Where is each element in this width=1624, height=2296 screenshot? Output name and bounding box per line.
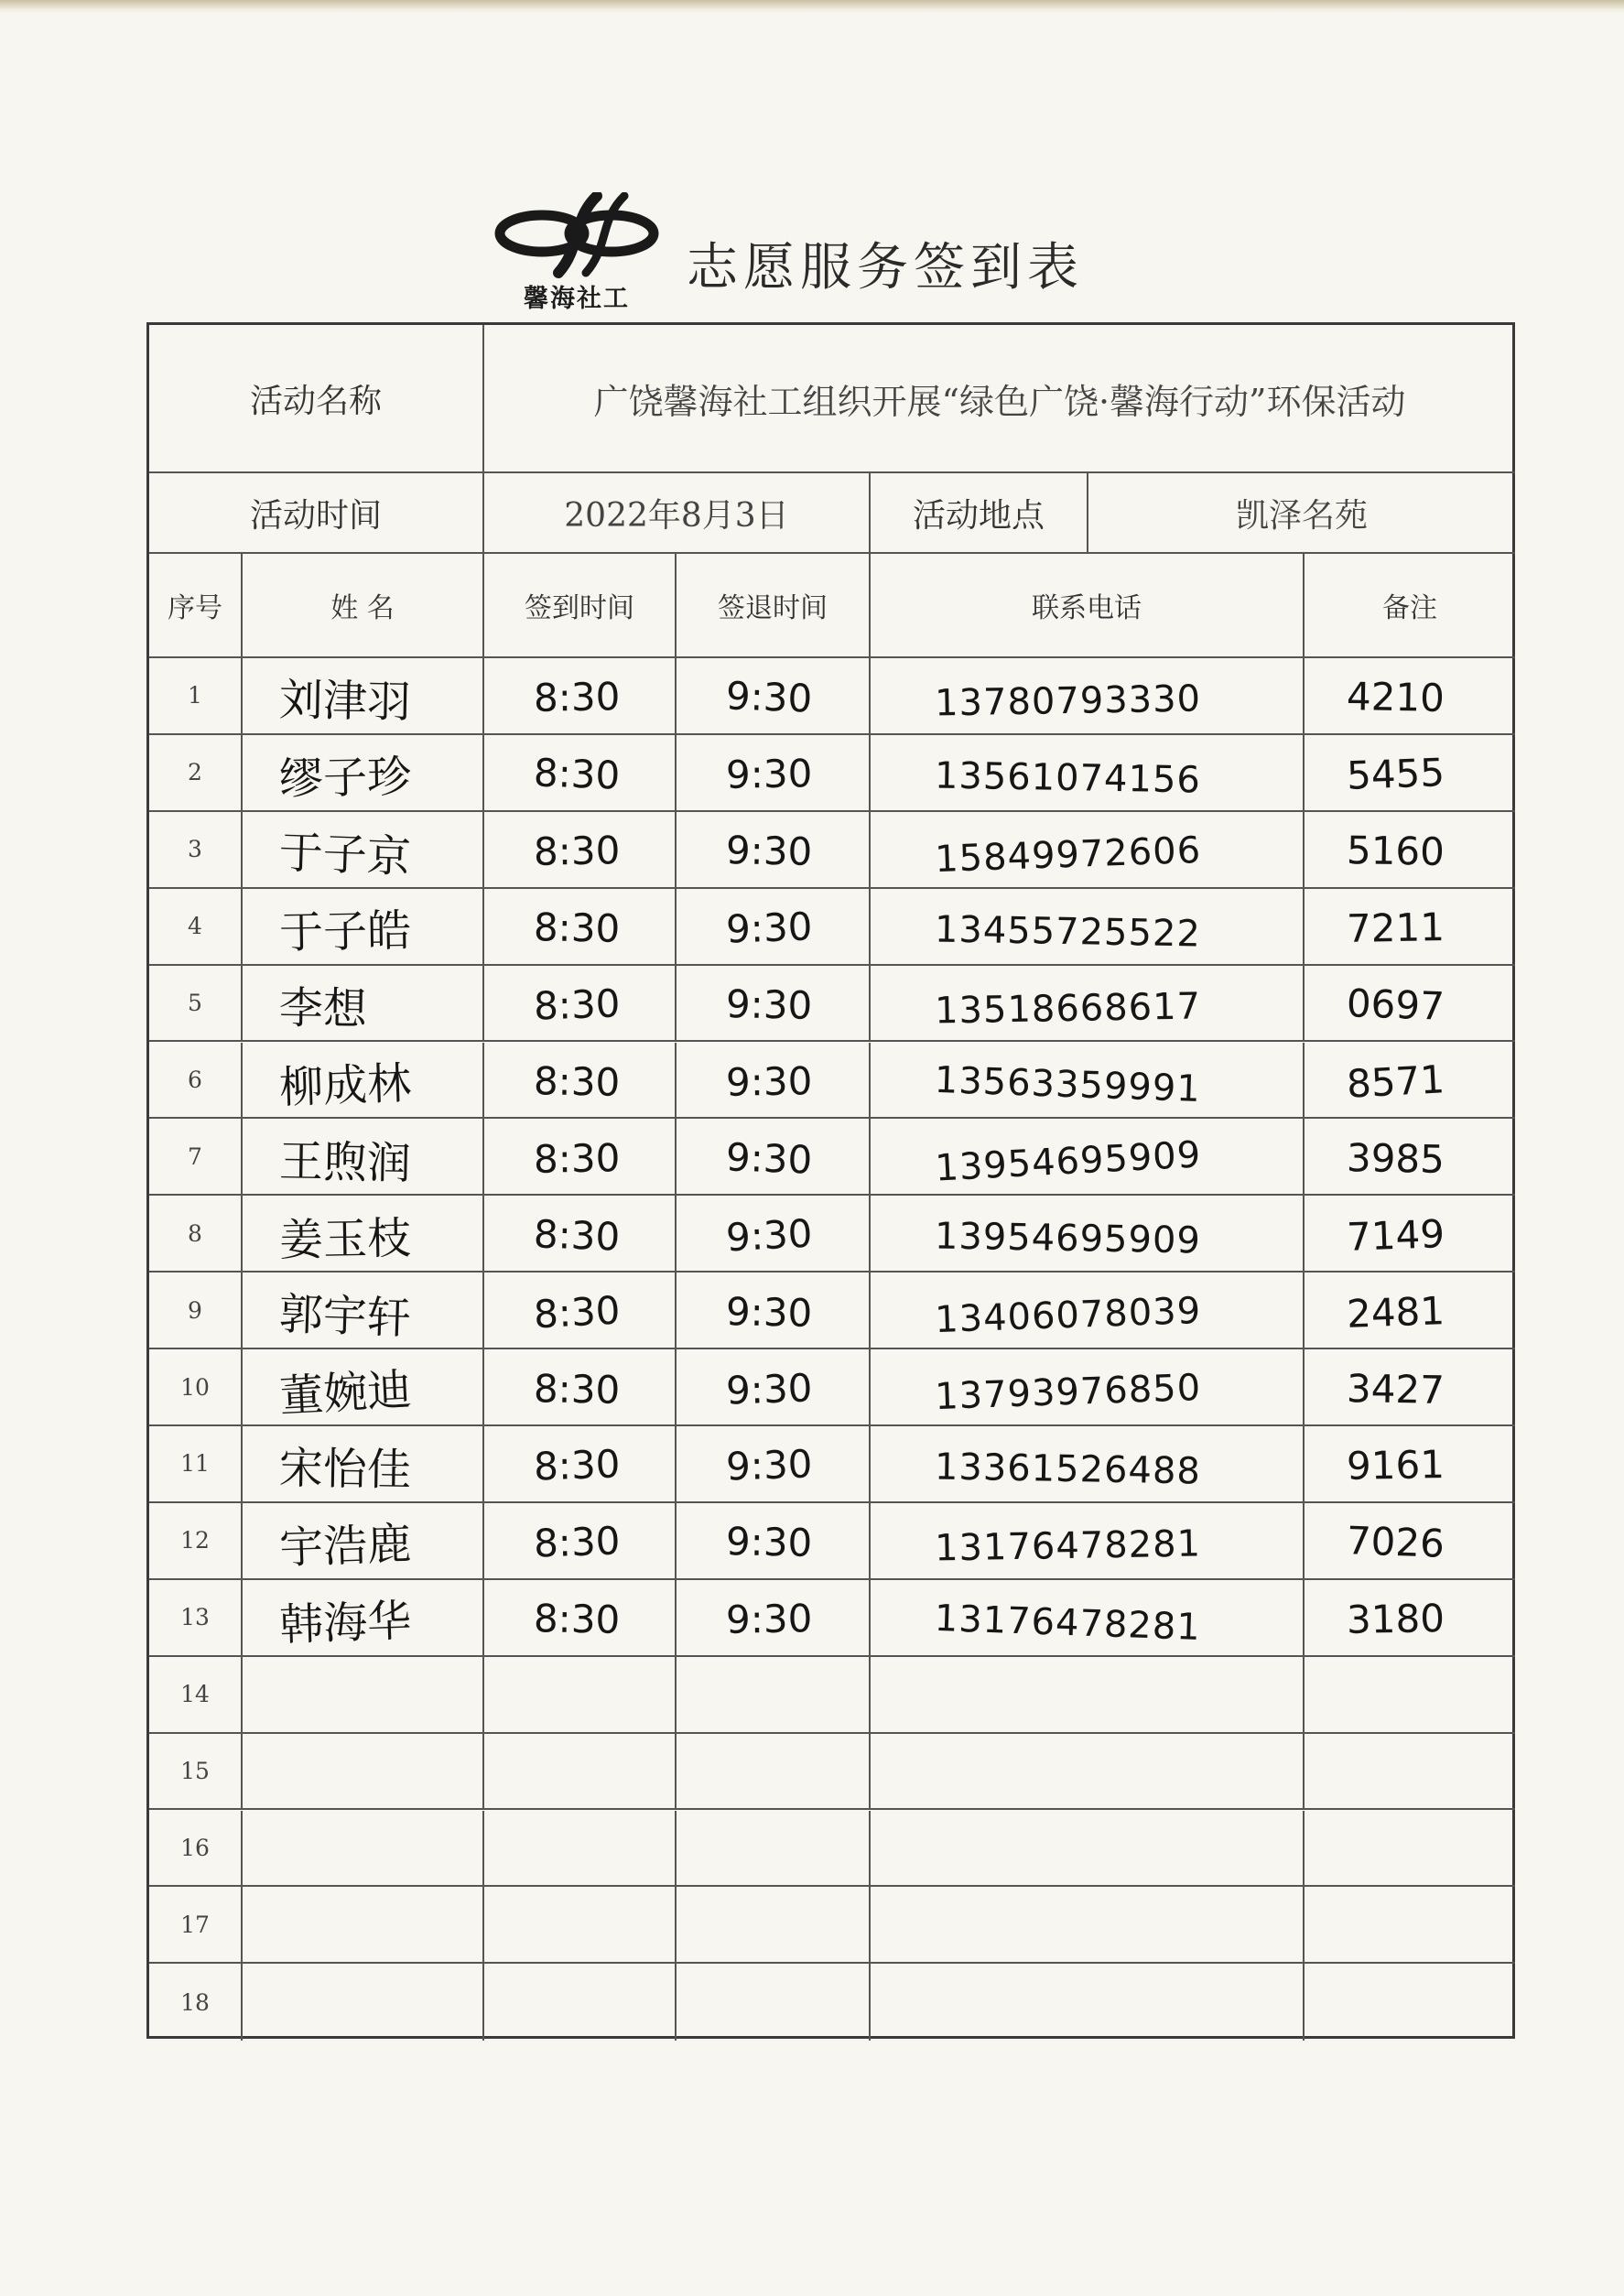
col-header-sign-out: 签退时间 [677, 554, 871, 658]
phone-cell-text: 13780793330 [934, 677, 1202, 725]
sign-out-time-cell-text: 9:30 [724, 1210, 814, 1261]
name-cell[interactable] [243, 1580, 484, 1657]
row-number [149, 1349, 243, 1426]
note-cell-text: 5455 [1346, 750, 1445, 799]
col-header-sign-in: 签到时间 [484, 554, 677, 658]
col-header-phone: 联系电话 [871, 554, 1305, 658]
phone-cell[interactable] [871, 1964, 1305, 2041]
note-cell-text: 7211 [1346, 904, 1445, 952]
sign-out-time-cell[interactable] [677, 658, 871, 735]
row-number [149, 1196, 243, 1273]
row-number [149, 658, 243, 735]
note-cell[interactable] [1305, 1273, 1515, 1349]
sign-out-time-cell-text: 9:30 [725, 904, 814, 952]
note-cell[interactable] [1305, 1426, 1515, 1503]
phone-cell[interactable] [871, 1887, 1305, 1964]
name-cell-text: 王煦润 [278, 1135, 412, 1190]
sign-in-time-cell[interactable] [484, 658, 677, 735]
sign-in-time-cell[interactable] [484, 812, 677, 889]
sign-in-time-cell-text: 8:30 [533, 904, 621, 951]
note-cell[interactable] [1305, 1119, 1515, 1196]
note-cell-text: 3180 [1346, 1596, 1445, 1643]
note-cell[interactable] [1305, 735, 1515, 812]
row-number-text: 15 [180, 1758, 210, 1785]
name-cell-text: 刘津羽 [278, 675, 412, 729]
row-number-text: 3 [188, 836, 202, 863]
row-number [149, 1811, 243, 1888]
name-cell[interactable] [243, 966, 484, 1043]
name-cell-text: 韩海华 [278, 1595, 413, 1652]
sign-out-time-cell[interactable] [677, 1734, 871, 1811]
row-number [149, 1119, 243, 1196]
row-number [149, 1657, 243, 1734]
sign-in-time-cell[interactable] [484, 966, 677, 1043]
sign-out-time-cell-text: 9:30 [725, 673, 814, 722]
phone-cell[interactable] [871, 735, 1305, 812]
sign-in-time-cell[interactable] [484, 735, 677, 812]
name-cell-text: 宇浩鹿 [278, 1518, 413, 1575]
col-header-number: 序号 [149, 554, 243, 658]
row-number-text: 17 [180, 1911, 210, 1938]
sign-in-time-cell-text: 8:30 [533, 1596, 621, 1643]
name-cell[interactable] [243, 1349, 484, 1426]
activity-time-value: 2022年8月3日 [484, 473, 871, 554]
phone-cell[interactable] [871, 1349, 1305, 1426]
sign-out-time-cell[interactable] [677, 1503, 871, 1580]
note-cell[interactable] [1305, 1043, 1515, 1120]
xinhai-logo [494, 192, 659, 320]
phone-cell-text: 13176478281 [934, 1522, 1202, 1570]
row-number [149, 966, 243, 1043]
note-cell[interactable] [1305, 966, 1515, 1043]
name-cell[interactable] [243, 1887, 484, 1964]
name-cell-text: 于子京 [277, 827, 412, 883]
sign-in-time-cell[interactable] [484, 1657, 677, 1734]
phone-cell[interactable] [871, 1043, 1305, 1120]
sign-out-time-cell-text: 9:30 [725, 1058, 813, 1105]
sign-in-time-cell[interactable] [484, 1887, 677, 1964]
row-number [149, 1887, 243, 1964]
form-header [494, 192, 1135, 320]
sign-out-time-cell-text: 9:30 [725, 828, 813, 875]
phone-cell[interactable] [871, 1119, 1305, 1196]
phone-cell[interactable] [871, 1273, 1305, 1349]
row-number [149, 1426, 243, 1503]
sign-in-time-cell[interactable] [484, 1043, 677, 1120]
sign-out-time-cell[interactable] [677, 1887, 871, 1964]
sign-out-time-cell-text: 9:30 [725, 981, 813, 1028]
sign-in-time-cell-text: 8:30 [532, 1287, 622, 1338]
row-number-text: 5 [188, 990, 202, 1017]
sign-in-time-cell-text: 8:30 [533, 1441, 622, 1490]
sign-in-time-cell-text: 8:30 [533, 828, 621, 875]
row-number-text: 16 [180, 1834, 210, 1861]
sign-in-time-cell[interactable] [484, 1196, 677, 1273]
phone-cell[interactable] [871, 966, 1305, 1043]
sign-out-time-cell[interactable] [677, 889, 871, 966]
col-header-note: 备注 [1305, 554, 1515, 658]
note-cell[interactable] [1305, 1349, 1515, 1426]
name-cell-text: 于子皓 [278, 904, 412, 959]
note-cell-text: 3427 [1346, 1365, 1445, 1413]
sign-out-time-cell[interactable] [677, 1657, 871, 1734]
sign-in-time-cell[interactable] [484, 1811, 677, 1888]
sign-in-sheet [146, 322, 1515, 2039]
sign-out-time-cell[interactable] [677, 1273, 871, 1349]
phone-cell[interactable] [871, 1657, 1305, 1734]
phone-cell[interactable] [871, 1426, 1305, 1503]
sign-out-time-cell-text: 9:30 [725, 1441, 814, 1490]
sign-out-time-cell[interactable] [677, 735, 871, 812]
name-cell-text: 李想 [278, 982, 368, 1035]
sign-in-time-cell[interactable] [484, 889, 677, 966]
note-cell[interactable] [1305, 1964, 1515, 2041]
col-header-name: 姓 名 [243, 554, 484, 658]
note-cell[interactable] [1305, 889, 1515, 966]
name-cell[interactable] [243, 889, 484, 966]
sign-out-time-cell[interactable] [677, 1043, 871, 1120]
sign-out-time-cell[interactable] [677, 1119, 871, 1196]
phone-cell[interactable] [871, 812, 1305, 889]
note-cell-text: 2481 [1346, 1287, 1445, 1337]
phone-cell-text: 13954695909 [934, 1215, 1202, 1262]
phone-cell-text: 13455725522 [934, 908, 1202, 956]
sign-out-time-cell[interactable] [677, 1196, 871, 1273]
activity-name-value: 广饶馨海社工组织开展“绿色广饶·馨海行动”环保活动 [484, 325, 1515, 473]
name-cell[interactable] [243, 1657, 484, 1734]
name-cell[interactable] [243, 658, 484, 735]
activity-place-value: 凯泽名苑 [1088, 473, 1515, 554]
phone-cell[interactable] [871, 1196, 1305, 1273]
sign-in-time-cell[interactable] [484, 1273, 677, 1349]
phone-cell-text: 13406078039 [934, 1290, 1202, 1342]
phone-cell-text: 13518668617 [934, 984, 1202, 1033]
phone-cell-text: 13176478281 [934, 1597, 1202, 1649]
row-number-text: 10 [180, 1373, 210, 1401]
name-cell[interactable] [243, 1811, 484, 1888]
phone-cell[interactable] [871, 1811, 1305, 1888]
xinhai-logo-icon [494, 192, 659, 284]
activity-name-label: 活动名称 [149, 325, 484, 473]
sign-in-time-cell[interactable] [484, 1349, 677, 1426]
row-number [149, 812, 243, 889]
phone-cell-text: 13954695909 [934, 1133, 1203, 1190]
note-cell[interactable] [1305, 1811, 1515, 1888]
name-cell[interactable] [243, 1734, 484, 1811]
phone-cell-text: 13361526488 [934, 1446, 1202, 1493]
page-top-edge [0, 0, 1624, 13]
phone-cell[interactable] [871, 1734, 1305, 1811]
row-number-text: 6 [188, 1066, 202, 1093]
row-number-text: 12 [180, 1527, 210, 1554]
note-cell-text: 9161 [1346, 1442, 1445, 1489]
row-number [149, 889, 243, 966]
row-number-text: 9 [188, 1296, 202, 1324]
sign-out-time-cell-text: 9:30 [725, 751, 813, 798]
row-number-text: 7 [188, 1143, 202, 1170]
sign-in-time-cell-text: 8:30 [533, 1211, 622, 1260]
note-cell[interactable] [1305, 1580, 1515, 1657]
sign-in-time-cell-text: 8:30 [533, 750, 622, 798]
name-cell-text: 郭宇轩 [277, 1288, 412, 1345]
row-number [149, 1580, 243, 1657]
sign-in-time-cell-text: 8:30 [533, 1365, 621, 1413]
sign-in-time-cell-text: 8:30 [533, 674, 621, 721]
name-cell-text: 宋怡佳 [278, 1443, 412, 1497]
sign-in-time-cell-text: 8:30 [533, 1135, 621, 1182]
note-cell-text: 8571 [1345, 1056, 1446, 1107]
row-number [149, 1503, 243, 1580]
note-cell[interactable] [1305, 1657, 1515, 1734]
sign-out-time-cell-text: 9:30 [725, 1519, 813, 1566]
phone-cell[interactable] [871, 658, 1305, 735]
activity-place-label: 活动地点 [871, 473, 1088, 554]
phone-cell-text: 15849972606 [934, 829, 1202, 881]
sign-in-time-cell[interactable] [484, 1964, 677, 2041]
sign-out-time-cell-text: 9:30 [725, 1364, 814, 1413]
row-number-text: 13 [180, 1604, 210, 1631]
sign-in-time-cell[interactable] [484, 1119, 677, 1196]
sign-out-time-cell-text: 9:30 [725, 1288, 813, 1336]
note-cell[interactable] [1305, 1503, 1515, 1580]
name-cell-text: 董婉迪 [277, 1363, 413, 1423]
note-cell[interactable] [1305, 1734, 1515, 1811]
phone-cell[interactable] [871, 1503, 1305, 1580]
sign-out-time-cell[interactable] [677, 966, 871, 1043]
row-number-text: 4 [188, 913, 202, 940]
note-cell[interactable] [1305, 812, 1515, 889]
note-cell[interactable] [1305, 1887, 1515, 1964]
logo-text: 馨海社工 [524, 285, 630, 313]
name-cell-text: 缪子珍 [278, 752, 412, 806]
sign-out-time-cell[interactable] [677, 1964, 871, 2041]
sign-in-time-cell-text: 8:30 [533, 1518, 622, 1566]
sign-out-time-cell[interactable] [677, 1349, 871, 1426]
sign-out-time-cell[interactable] [677, 1426, 871, 1503]
name-cell-text: 柳成林 [278, 1057, 413, 1114]
sign-out-time-cell[interactable] [677, 1580, 871, 1657]
phone-cell-text: 13561074156 [934, 754, 1202, 802]
row-number-text: 2 [188, 759, 202, 786]
note-cell-text: 7149 [1346, 1210, 1445, 1260]
row-number-text: 1 [188, 682, 202, 709]
row-number [149, 1273, 243, 1349]
phone-cell-text: 13563359991 [934, 1059, 1202, 1111]
note-cell[interactable] [1305, 658, 1515, 735]
name-cell[interactable] [243, 812, 484, 889]
row-number-text: 11 [180, 1450, 210, 1478]
row-number-text: 14 [180, 1681, 210, 1708]
phone-cell[interactable] [871, 1580, 1305, 1657]
sign-out-time-cell-text: 9:30 [725, 1596, 813, 1643]
name-cell[interactable] [243, 1426, 484, 1503]
row-number [149, 735, 243, 812]
name-cell[interactable] [243, 1964, 484, 2041]
name-cell[interactable] [243, 1119, 484, 1196]
sign-in-time-cell[interactable] [484, 1426, 677, 1503]
name-cell[interactable] [243, 1503, 484, 1580]
row-number [149, 1043, 243, 1120]
phone-cell-text: 13793976850 [934, 1366, 1202, 1419]
name-cell-text: 姜玉枝 [278, 1212, 412, 1266]
name-cell[interactable] [243, 1196, 484, 1273]
note-cell-text: 4210 [1346, 674, 1445, 721]
sign-out-time-cell[interactable] [677, 812, 871, 889]
row-number [149, 1964, 243, 2041]
sign-out-time-cell[interactable] [677, 1811, 871, 1888]
sign-in-time-cell[interactable] [484, 1503, 677, 1580]
sign-in-time-cell[interactable] [484, 1580, 677, 1657]
row-number [149, 1734, 243, 1811]
note-cell[interactable] [1305, 1196, 1515, 1273]
note-cell-text: 3985 [1346, 1134, 1445, 1182]
sign-in-time-cell-text: 8:30 [533, 980, 622, 1029]
note-cell-text: 0697 [1346, 980, 1445, 1029]
row-number-text: 18 [180, 1988, 210, 2016]
activity-time-label: 活动时间 [149, 473, 484, 554]
sign-out-time-cell-text: 9:30 [725, 1134, 814, 1183]
name-cell[interactable] [243, 1043, 484, 1120]
note-cell-text: 5160 [1346, 828, 1445, 875]
row-number-text: 8 [188, 1219, 202, 1247]
name-cell[interactable] [243, 1273, 484, 1349]
sign-in-time-cell-text: 8:30 [533, 1058, 621, 1105]
sign-in-time-cell[interactable] [484, 1734, 677, 1811]
note-cell-text: 7026 [1346, 1518, 1445, 1567]
name-cell[interactable] [243, 735, 484, 812]
phone-cell[interactable] [871, 889, 1305, 966]
page-title: 志愿服务签到表 [687, 238, 1084, 298]
